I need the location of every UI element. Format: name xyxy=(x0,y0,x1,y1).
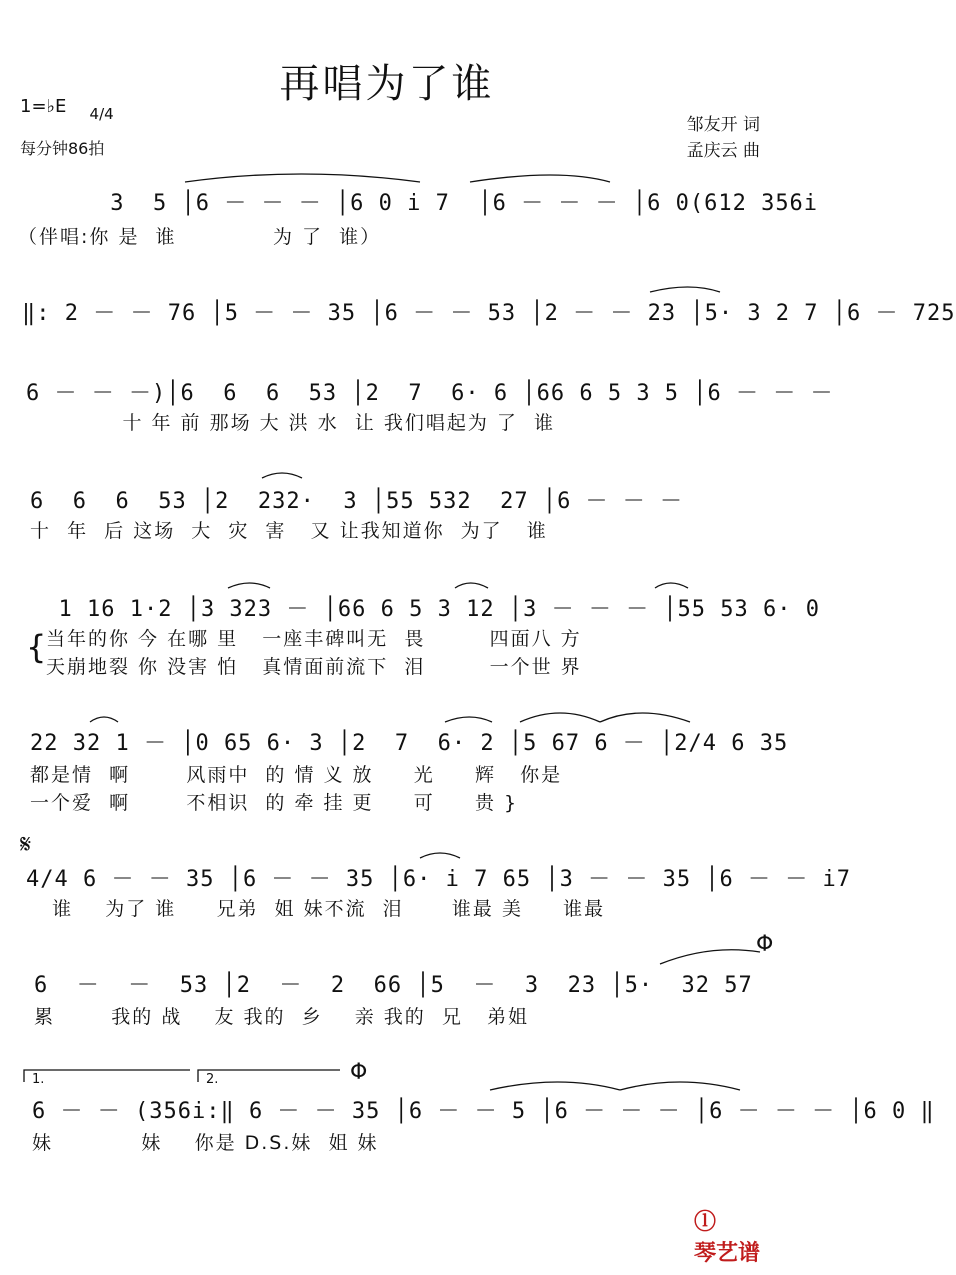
tie-arc xyxy=(660,950,760,964)
tie-arc xyxy=(600,713,690,722)
tie-arc xyxy=(228,583,270,588)
tie-arc xyxy=(650,287,720,292)
music-line-5: 1 16 1·2 │3 323 － │66 6 5 3 12 │3 － － － │55 53 6· 0 xyxy=(30,597,821,622)
tie-arc xyxy=(455,583,488,588)
key-signature: 1=♭E xyxy=(20,96,67,117)
tie-arc xyxy=(620,1082,740,1090)
tie-arc xyxy=(655,583,688,588)
music-line-2: ‖: 2 － － 76 │5 － － 35 │6 － － 53 │2 － － 23 │5· 3 2 7 │6 － 725 xyxy=(22,301,956,326)
composer-credit: 孟庆云 曲 xyxy=(686,141,760,161)
tie-arc xyxy=(520,713,600,722)
tie-arc xyxy=(470,175,610,182)
music-line-4: 6 6 6 53 │2 232· 3 │55 532 27 │6 － － － xyxy=(30,489,684,514)
lyric-line-6-verse-1: 都是情 啊 风雨中 的 情 义 放 光 辉 你是 xyxy=(30,764,563,786)
time-signature-text: 4/4 xyxy=(89,105,114,123)
lyric-line-6-verse-2: 一个爱 啊 不相识 的 牵 挂 更 可 贵 } xyxy=(30,792,519,814)
tie-arc xyxy=(90,717,118,722)
tie-arc xyxy=(420,853,460,858)
tie-arc xyxy=(185,174,420,182)
music-line-9: 6 － － (356i:‖ 6 － － 35 │6 － － 5 │6 － － － │6 － － － │6 0 ‖ xyxy=(32,1099,935,1124)
lyric-line-5-verse-2: 天崩地裂 你 没害 怕 真情面前流下 泪 一个世 界 xyxy=(46,656,582,678)
page-title: 再唱为了谁 xyxy=(279,61,495,107)
lyric-line-4: 十 年 后 这场 大 灾 害 又 让我知道你 为了 谁 xyxy=(30,520,548,542)
tie-arc xyxy=(490,1082,620,1090)
volta-first-ending: 1. xyxy=(32,1072,45,1087)
volta-bracket xyxy=(24,1070,190,1082)
lyric-line-1: （伴唱:你 是 谁 为 了 谁） xyxy=(18,226,382,248)
music-line-8: 6 － － 53 │2 － 2 66 │5 － 3 23 │5· 32 57 xyxy=(34,973,753,998)
watermark-text: 琴艺谱 xyxy=(693,1241,760,1266)
volta-second-ending: 2. xyxy=(206,1072,219,1087)
watermark-icon: ⓛ xyxy=(693,1210,716,1235)
coda-sign: Φ xyxy=(756,932,774,957)
verse-brace: { xyxy=(26,628,47,666)
lyricist-credit: 邹友开 词 xyxy=(686,115,760,135)
music-line-3: 6 － － －)│6 6 6 53 │2 7 6· 6 │66 6 5 3 5 │6 － － － xyxy=(26,381,834,406)
lyric-line-8: 累 我的 战 友 我的 乡 亲 我的 兄 弟姐 xyxy=(34,1006,529,1028)
lyric-line-7: 谁 为了 谁 兄弟 姐 妹不流 泪 谁最 美 谁最 xyxy=(36,898,606,920)
music-line-1: 3 5 │6 － － － │6 0 i 7 │6 － － － │6 0(612 356i xyxy=(96,191,819,216)
tie-arc xyxy=(262,473,302,478)
tie-arc xyxy=(445,717,492,722)
segno-sign: 𝄋 xyxy=(20,830,32,860)
volta-bracket xyxy=(198,1070,340,1082)
music-line-7: 4/4 6 － － 35 │6 － － 35 │6· i 7 65 │3 － － 35 │6 － － i7 xyxy=(26,867,852,892)
tempo-marking: 每分钟86拍 xyxy=(20,139,105,158)
lyric-line-9: 妹 妹 你是 D.S.妹 姐 妹 xyxy=(32,1132,379,1154)
music-line-6: 22 32 1 － │0 65 6· 3 │2 7 6· 2 │5 67 6 － │2/4 6 35 xyxy=(30,731,789,756)
lyric-line-3: 十 年 前 那场 大 洪 水 让 我们唱起为 了 谁 xyxy=(26,412,555,434)
lyric-line-5-verse-1: 当年的你 今 在哪 里 一座丰碑叫无 畏 四面八 方 xyxy=(46,628,582,650)
coda-sign-2: Φ xyxy=(350,1060,368,1085)
